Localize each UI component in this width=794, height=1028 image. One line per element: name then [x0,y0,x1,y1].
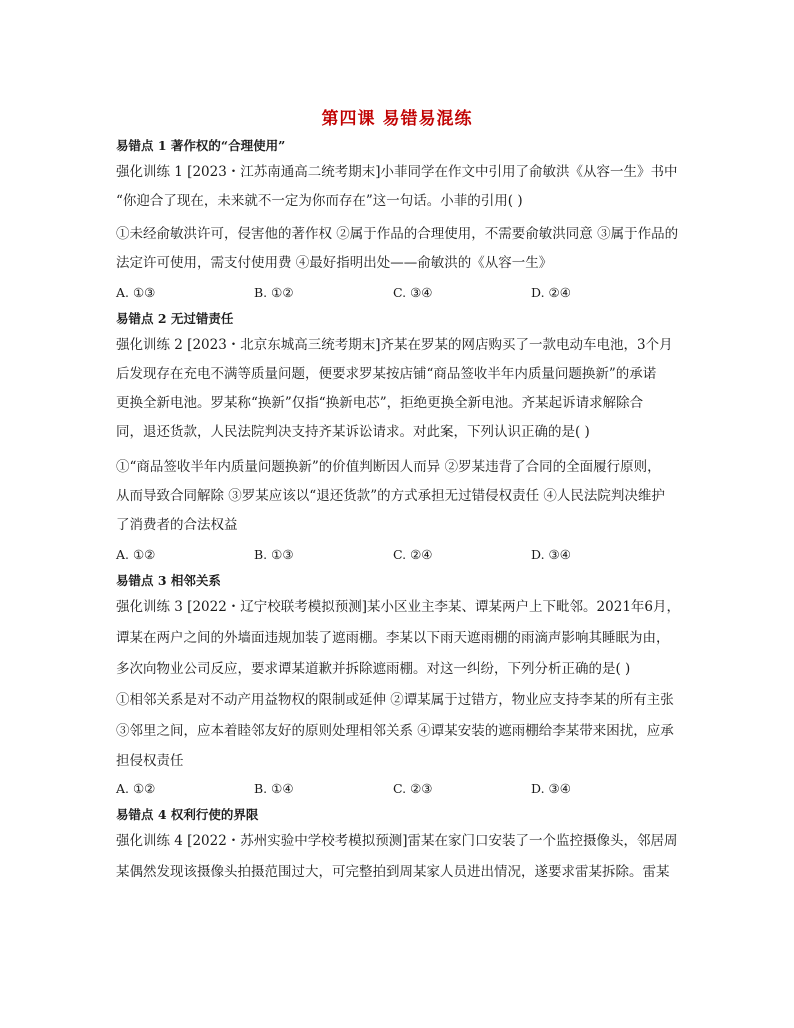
paragraph-line: “你迎合了现在，未来就不一定为你而存在”这一句话。小菲的引用( ) [116,193,523,209]
answer-option: D. ③④ [531,547,571,562]
paragraph-line: 强化训练 4 [2022・苏州实验中学校考模拟预测]雷某在家门口安装了一个监控摄像头，邻居周 [116,833,678,849]
paragraph-line: ①未经俞敏洪许可，侵害他的著作权 ②属于作品的合理使用，不需要俞敏洪同意 ③属于作品的 [116,226,679,242]
section-heading: 易错点 2 无过错责任 [116,311,234,326]
paragraph-line: 了消费者的合法权益 [116,517,238,533]
paragraph-line: 强化训练 1 [2023・江苏南通高二统考期末]小菲同学在作文中引用了俞敏洪《从容一生》书中 [116,164,678,180]
page-title: 第四课 易错易混练 [321,109,473,129]
answer-option: D. ③④ [531,781,571,796]
paragraph-line: 后发现存在充电不满等质量问题，便要求罗某按店铺“商品签收半年内质量问题换新”的承诺 [116,366,657,382]
section-heading: 易错点 3 相邻关系 [116,573,221,588]
answer-option: C. ②③ [393,781,433,796]
paragraph-line: 法定许可使用，需支付使用费 ④最好指明出处——俞敏洪的《从容一生》 [116,255,553,271]
answer-option: A. ①② [116,781,156,796]
answer-option: A. ①③ [116,285,156,300]
answer-option: B. ①② [254,285,294,300]
paragraph-line: ①相邻关系是对不动产用益物权的限制或延伸 ②谭某属于过错方，物业应支持李某的所有主张 [116,692,674,708]
answer-option: C. ③④ [393,285,433,300]
answer-option: D. ②④ [531,285,571,300]
paragraph-line: 强化训练 3 [2022・辽宁校联考模拟预测]某小区业主李某、谭某两户上下毗邻。2021年6月， [116,599,681,615]
paragraph-line: 强化训练 2 [2023・北京东城高三统考期末]齐某在罗某的网店购买了一款电动车电池，3个月 [116,337,673,353]
answer-option: B. ①③ [254,547,294,562]
answer-option: A. ①② [116,547,156,562]
section-heading: 易错点 4 权利行使的界限 [116,807,259,822]
paragraph-line: 担侵权责任 [116,753,184,769]
paragraph-line: 从而导致合同解除 ③罗某应该以“退还货款”的方式承担无过错侵权责任 ④人民法院判决维护 [116,488,665,504]
section-heading: 易错点 1 著作权的“合理使用” [116,138,286,153]
paragraph-line: 更换全新电池。罗某称“换新”仅指“换新电芯”，拒绝更换全新电池。齐某起诉请求解除合 [116,395,644,411]
paragraph-line: 多次向物业公司反应，要求谭某道歉并拆除遮雨棚。对这一纠纷，下列分析正确的是( ) [116,661,631,677]
paragraph-line: 某偶然发现该摄像头拍摄范围过大，可完整拍到周某家人员进出情况，遂要求雷某拆除。雷某 [116,864,670,880]
paragraph-line: ①“商品签收半年内质量问题换新”的价值判断因人而异 ②罗某违背了合同的全面履行原则， [116,459,661,475]
answer-option: C. ②④ [393,547,433,562]
answer-option: B. ①④ [254,781,294,796]
paragraph-line: 同，退还货款，人民法院判决支持齐某诉讼请求。对此案，下列认识正确的是( ) [116,424,590,440]
paragraph-line: ③邻里之间，应本着睦邻友好的原则处理相邻关系 ④谭某安装的遮雨棚给李某带来困扰，应承 [116,723,674,739]
paragraph-line: 谭某在两户之间的外墙面违规加装了遮雨棚。李某以下雨天遮雨棚的雨滴声影响其睡眠为由， [116,630,670,646]
